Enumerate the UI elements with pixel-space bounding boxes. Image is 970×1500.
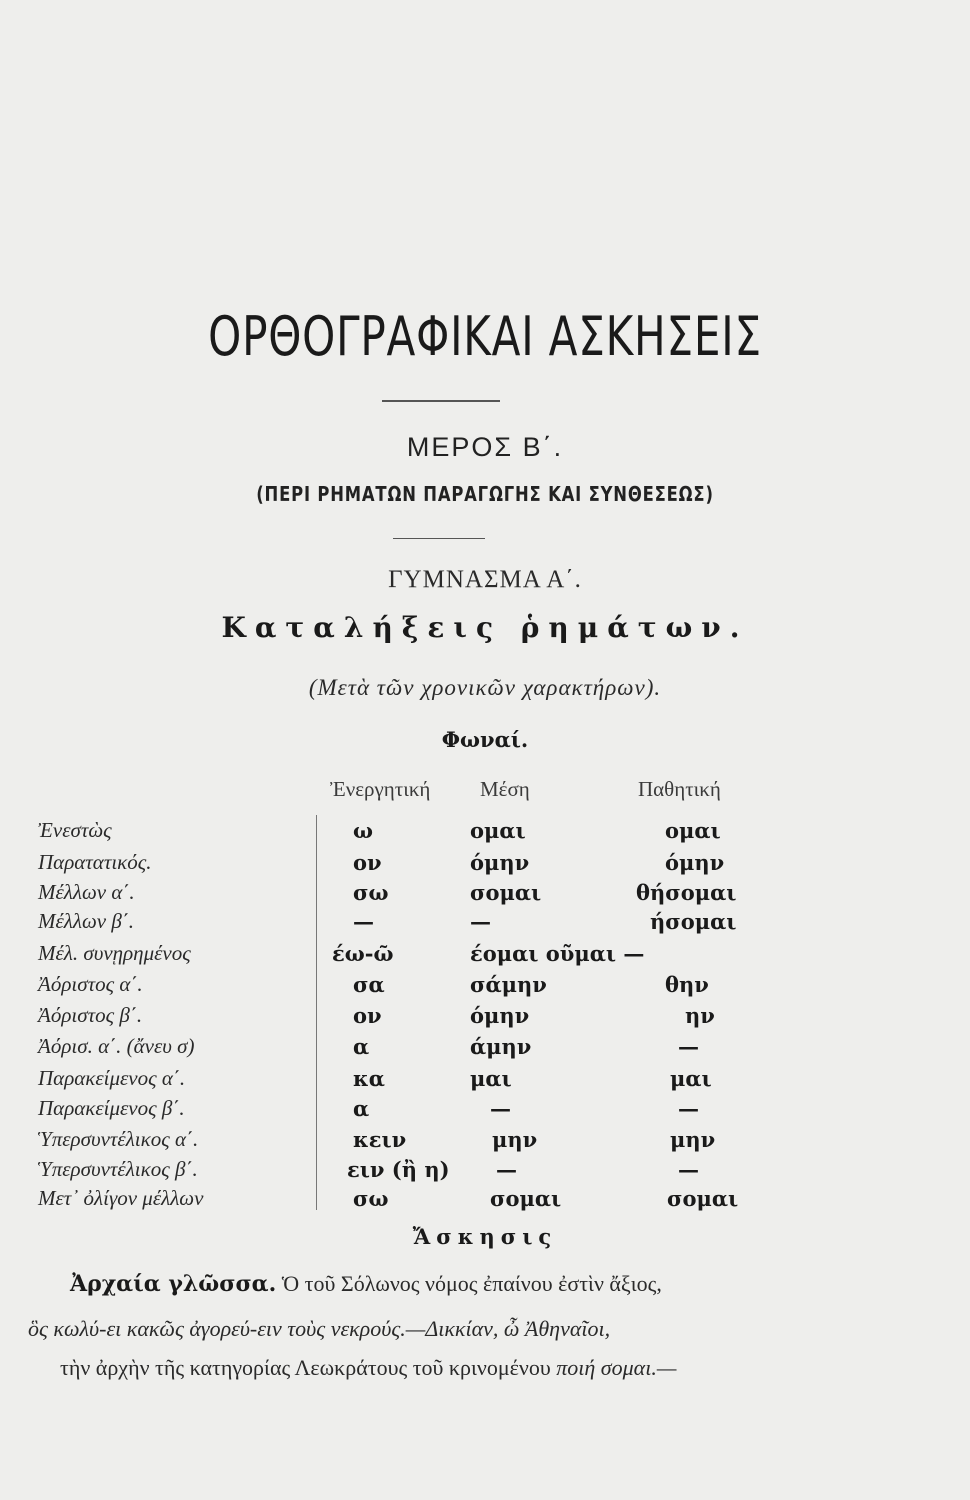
passive-ending: μαι bbox=[670, 1066, 712, 1091]
exercise-line-3 bbox=[60, 1355, 960, 1381]
tense-name: Παρακείμενος β΄. bbox=[38, 1096, 185, 1120]
middle-ending: σομαι bbox=[490, 1186, 562, 1211]
table-row bbox=[0, 1034, 970, 1068]
column-header-middle: Μέση bbox=[480, 777, 530, 801]
active-ending: — bbox=[353, 909, 374, 934]
passive-ending: θην bbox=[665, 972, 709, 997]
voices-heading: Φωναί. bbox=[441, 727, 529, 752]
tense-name: Μέλλων α΄. bbox=[38, 880, 135, 904]
middle-ending: ομαι bbox=[470, 818, 526, 843]
tense-name: Ὑπερσυντέλικος α΄. bbox=[38, 1127, 199, 1151]
tense-name: Μέλ. συνῃρημένος bbox=[38, 941, 191, 965]
middle-ending: όμην bbox=[470, 1003, 530, 1028]
active-ending: ειν (ἢ η) bbox=[347, 1157, 450, 1182]
active-ending: ω bbox=[353, 818, 373, 843]
exercise-line-2 bbox=[28, 1316, 928, 1342]
section-heading: Καταλήξεις ῥημάτων. bbox=[221, 611, 749, 644]
passive-ending: ήσομαι bbox=[650, 909, 737, 934]
active-ending: α bbox=[353, 1034, 370, 1059]
part-subtitle: (ΠΕΡΙ ΡΗΜΑΤΩΝ ΠΑΡΑΓΩΓΗΣ ΚΑΙ ΣΥΝΘΕΣΕΩΣ) bbox=[256, 482, 714, 506]
active-ending: κα bbox=[353, 1066, 385, 1091]
paragraph-text-italic: ποιή σομαι.— bbox=[556, 1355, 677, 1380]
title-divider bbox=[382, 400, 500, 402]
column-header-passive: Παθητική bbox=[638, 777, 721, 801]
middle-ending: μαι bbox=[470, 1066, 512, 1091]
tense-name: Παρατατικός. bbox=[38, 850, 152, 874]
tense-name: Μέλλων β΄. bbox=[38, 909, 135, 933]
tense-name: Ἀόρισ. α΄. (ἄνευ σ) bbox=[38, 1034, 195, 1058]
passive-ending: μην bbox=[670, 1127, 716, 1152]
passive-ending: ην bbox=[685, 1003, 715, 1028]
table-row bbox=[0, 909, 970, 943]
tense-name: Ἀόριστος α΄. bbox=[38, 972, 143, 996]
table-row bbox=[0, 1066, 970, 1100]
active-ending: κειν bbox=[353, 1127, 407, 1152]
table-row bbox=[0, 1186, 970, 1220]
paragraph-lead: Ἀρχαία γλῶσσα. bbox=[70, 1271, 277, 1297]
middle-ending: — bbox=[490, 1096, 511, 1121]
passive-ending: — bbox=[678, 1034, 699, 1059]
middle-ending: — bbox=[470, 909, 491, 934]
middle-ending: μην bbox=[492, 1127, 538, 1152]
table-row bbox=[0, 850, 970, 884]
tense-name: Ἐνεστὼς bbox=[38, 818, 112, 842]
paragraph-text: Ὁ τοῦ Σόλωνος νόμος ἐπαίνου ἐστὶν ἄξιος, bbox=[276, 1271, 662, 1296]
exercise-heading: ΓΥΜΝΑΣΜΑ Α΄. bbox=[388, 566, 582, 593]
active-ending: έω-ῶ bbox=[332, 941, 394, 966]
middle-ending: σομαι bbox=[470, 880, 542, 905]
section-note: (Μετὰ τῶν χρονικῶν χαρακτήρων). bbox=[308, 675, 662, 700]
exercise-title: Ἄσκησις bbox=[412, 1224, 558, 1249]
passive-ending: σομαι bbox=[667, 1186, 739, 1211]
tense-name: Ὑπερσυντέλικος β΄. bbox=[38, 1157, 198, 1181]
page-title: ΟΡΘΟΓΡΑΦΙΚΑΙ ΑΣΚΗΣΕΙΣ bbox=[208, 305, 762, 368]
paragraph-text: τὴν ἀρχὴν τῆς κατηγορίας Λεωκράτους τοῦ κρινομένου bbox=[60, 1355, 557, 1380]
exercise-line-1 bbox=[70, 1271, 970, 1297]
active-ending: σα bbox=[353, 972, 385, 997]
active-ending: σω bbox=[353, 1186, 389, 1211]
tense-name: Παρακείμενος α΄. bbox=[38, 1066, 186, 1090]
subtitle-divider bbox=[393, 538, 485, 539]
tense-name: Μετ᾽ ὀλίγον μέλλων bbox=[38, 1186, 204, 1210]
tense-name: Ἀόριστος β΄. bbox=[38, 1003, 143, 1027]
active-ending: σω bbox=[353, 880, 389, 905]
table-row bbox=[0, 1003, 970, 1037]
column-header-active: Ἐνεργητική bbox=[330, 777, 431, 801]
middle-ending: άμην bbox=[470, 1034, 532, 1059]
table-row bbox=[0, 1096, 970, 1130]
passive-ending: θήσομαι bbox=[636, 880, 737, 905]
active-ending: ον bbox=[353, 850, 382, 875]
active-ending: ον bbox=[353, 1003, 382, 1028]
table-row bbox=[0, 972, 970, 1006]
table-row bbox=[0, 818, 970, 852]
middle-ending: — bbox=[496, 1157, 517, 1182]
table-row bbox=[0, 1127, 970, 1161]
middle-ending: όμην bbox=[470, 850, 530, 875]
middle-ending: σάμην bbox=[470, 972, 547, 997]
passive-ending: ομαι bbox=[665, 818, 721, 843]
active-ending: α bbox=[353, 1096, 370, 1121]
part-heading: ΜΕΡΟΣ Β΄. bbox=[406, 432, 564, 462]
paragraph-text: ὃς κωλύ-ει κακῶς ἀγορεύ-ειν τοὺς νεκρούς.—Δικκίαν, ὦ Ἀθηναῖοι, bbox=[28, 1316, 611, 1341]
table-row bbox=[0, 941, 970, 975]
passive-ending: όμην bbox=[665, 850, 725, 875]
passive-ending: — bbox=[678, 1096, 699, 1121]
middle-ending: έομαι οῦμαι — bbox=[470, 941, 645, 966]
passive-ending: — bbox=[678, 1157, 699, 1182]
